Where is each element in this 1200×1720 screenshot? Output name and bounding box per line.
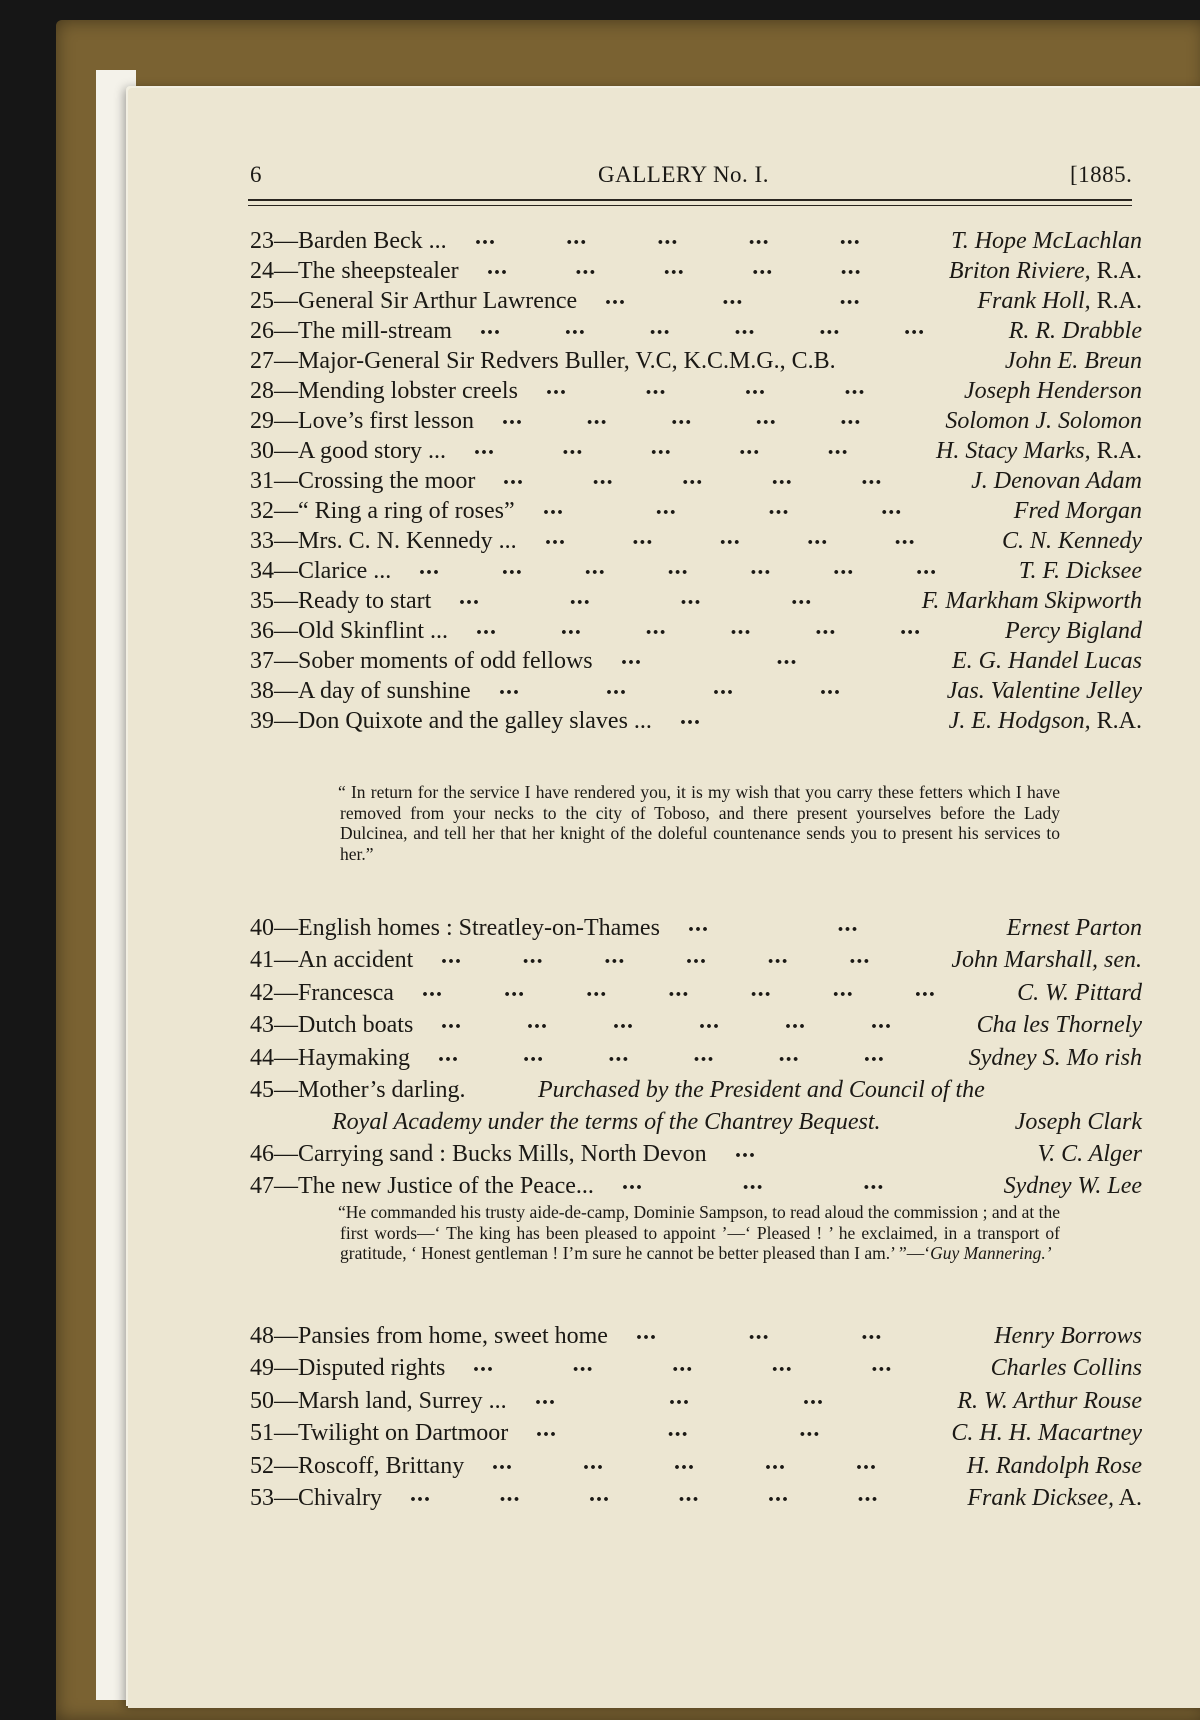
- leader-dots: ...: [742, 1169, 764, 1195]
- catalogue-entry: [250, 705, 1142, 737]
- leader-dots: ...: [606, 674, 627, 700]
- leader-dots: ...: [755, 404, 777, 430]
- entry-artist: Charles Collins: [990, 1355, 1142, 1382]
- entry-artist: Cha les Thornely: [976, 1012, 1142, 1039]
- leader-dots: ...: [849, 943, 871, 970]
- leader-dots: ...: [678, 1481, 700, 1507]
- catalogue-entry: [250, 1320, 1142, 1352]
- catalogue-entry: [250, 1385, 1142, 1417]
- leader-dots: ...: [632, 524, 654, 550]
- header-rule-thin: [248, 205, 1132, 206]
- entry-artist: C. N. Kennedy: [1002, 528, 1142, 554]
- catalogue-entry: [250, 465, 1142, 497]
- leader-dots: ...: [735, 1137, 756, 1163]
- leader-dots: ...: [904, 314, 926, 340]
- entry-artist: C. W. Pittard: [1017, 979, 1142, 1006]
- entry-title: 43—Dutch boats: [250, 1012, 414, 1039]
- leader-dots: ...: [688, 911, 709, 937]
- leader-dots: ...: [778, 1040, 800, 1067]
- header-rule: [248, 199, 1132, 201]
- leader-dots: ...: [667, 554, 689, 580]
- entry-title: 49—Disputed rights: [250, 1355, 446, 1382]
- catalogue-entry: [250, 1352, 1142, 1384]
- entry-artist: John E. Breun: [1004, 348, 1142, 374]
- leader-dots: ...: [765, 1448, 786, 1475]
- entry-title: 40—English homes : Streatley-on-Thames: [250, 915, 660, 941]
- entry-title: 39—Don Quixote and the galley slaves ...: [250, 708, 652, 734]
- entry-note: Purchased by the President and Council of the: [538, 1077, 985, 1103]
- entry-artist: Joseph Henderson: [964, 378, 1142, 404]
- leader-dots: ...: [663, 254, 685, 280]
- leader-dots: ...: [584, 554, 606, 580]
- catalogue-entry: [250, 525, 1142, 557]
- catalogue-entry: [250, 345, 1142, 377]
- leader-dots: ...: [752, 254, 774, 280]
- entry-artist: T. F. Dicksee: [1018, 558, 1142, 584]
- entry-title: 50—Marsh land, Surrey ...: [250, 1387, 507, 1414]
- leader-dots: ...: [569, 584, 591, 610]
- catalogue-entry: [250, 977, 1142, 1009]
- quote-text: “He commanded his trusty aide-de-camp, Dominie Sampson, to read aloud the commission ; and at the first words—‘ The king has been pleased to appoint ’—‘ Pleased ! ’ he exclaimed, in a transport of gratitude, ‘ Honest gentleman ! I’m sure he cannot be better pleased than I am.’ ”—‘: [338, 1202, 1060, 1263]
- leader-dots: ...: [719, 524, 741, 550]
- page-year: [1885.: [1070, 162, 1133, 187]
- leader-dots: ...: [572, 1351, 594, 1378]
- leader-dots: ...: [894, 524, 916, 550]
- entry-title: 47—The new Justice of the Peace...: [250, 1173, 594, 1199]
- leader-dots: ...: [621, 644, 642, 670]
- leader-dots: ...: [861, 464, 883, 490]
- leader-dots: ...: [837, 911, 859, 937]
- leader-dots: ...: [730, 614, 752, 640]
- leader-dots: ...: [566, 224, 588, 250]
- catalogue-entry: [250, 585, 1142, 617]
- leader-dots: ...: [815, 614, 837, 640]
- leader-dots: ...: [680, 584, 702, 610]
- catalogue-entry: [250, 1170, 1142, 1202]
- leader-dots: ...: [504, 975, 526, 1002]
- leader-dots: ...: [668, 975, 690, 1002]
- leader-dots: ...: [768, 494, 790, 520]
- leader-dots: ...: [474, 434, 495, 460]
- leader-dots: ...: [671, 404, 693, 430]
- catalogue-entry: [250, 1042, 1142, 1074]
- entry-artist: J. Denovan Adam: [971, 468, 1142, 494]
- leader-dots: ...: [750, 554, 772, 580]
- leader-dots: ...: [791, 584, 813, 610]
- leader-dots: ...: [583, 1448, 604, 1475]
- leader-dots: ...: [475, 224, 496, 250]
- leader-dots: ...: [674, 1448, 695, 1475]
- entry-title: 31—Crossing the moor: [250, 468, 476, 494]
- leader-dots: ...: [655, 494, 677, 520]
- leader-dots: ...: [604, 943, 626, 970]
- leader-dots: ...: [807, 524, 829, 550]
- catalogue-entry-continued: [250, 1106, 1142, 1138]
- leader-dots: ...: [916, 554, 938, 580]
- entry-artist: Solomon J. Solomon: [945, 408, 1142, 434]
- leader-dots: ...: [499, 1481, 521, 1507]
- entry-artist: Frank Holl, R.A.: [977, 288, 1142, 314]
- leader-dots: ...: [839, 284, 861, 310]
- leader-dots: ...: [768, 1481, 789, 1507]
- leader-dots: ...: [586, 975, 608, 1002]
- entry-artist: Henry Borrows: [994, 1323, 1142, 1349]
- leader-dots: ...: [499, 674, 520, 700]
- leader-dots: ...: [832, 975, 854, 1002]
- entry-title: 51—Twilight on Dartmoor: [250, 1420, 509, 1447]
- leader-dots: ...: [586, 404, 608, 430]
- leader-dots: ...: [645, 374, 667, 400]
- leader-dots: ...: [608, 1040, 630, 1067]
- leader-dots: ...: [487, 254, 508, 280]
- leader-dots: ...: [545, 524, 566, 550]
- leader-dots: ...: [605, 284, 626, 310]
- catalogue-entry: [250, 375, 1142, 407]
- leader-dots: ...: [672, 1351, 694, 1378]
- entry-artist: Frank Dicksee, A.: [967, 1485, 1142, 1511]
- entry-title: 34—Clarice ...: [250, 558, 392, 584]
- leader-dots: ...: [863, 1169, 885, 1195]
- entry-artist: John Marshall, sen.: [951, 947, 1142, 974]
- catalogue-entry: [250, 615, 1142, 647]
- page-number: 6: [250, 162, 262, 187]
- catalogue-entry: [250, 1417, 1142, 1449]
- leader-dots: ...: [863, 1040, 885, 1067]
- leader-dots: ...: [833, 554, 855, 580]
- entry-title: 48—Pansies from home, sweet home: [250, 1323, 608, 1349]
- leader-dots: ...: [560, 614, 582, 640]
- quote-source: Guy Mannering.’: [930, 1243, 1052, 1263]
- entry-note: Royal Academy under the terms of the Chantrey Bequest.: [332, 1109, 881, 1135]
- leader-dots: ...: [473, 1351, 494, 1378]
- entry-artist: R. W. Arthur Rouse: [957, 1387, 1142, 1414]
- leader-dots: ...: [501, 554, 523, 580]
- catalogue-entry: [250, 495, 1142, 527]
- entry-title: 42—Francesca: [250, 979, 394, 1006]
- entry-artist: F. Markham Skipworth: [921, 588, 1142, 614]
- leader-dots: ...: [419, 554, 440, 580]
- leader-dots: ...: [713, 674, 734, 700]
- leader-dots: ...: [410, 1481, 431, 1507]
- leader-dots: ...: [613, 1008, 634, 1035]
- leader-dots: ...: [492, 1448, 513, 1475]
- leader-dots: ...: [686, 943, 707, 970]
- leader-dots: ...: [914, 975, 936, 1002]
- leader-dots: ...: [680, 704, 701, 730]
- leader-dots: ...: [827, 434, 849, 460]
- catalogue-entry: [250, 225, 1142, 257]
- entry-title: 32—“ Ring a ring of roses”: [250, 498, 515, 524]
- leader-dots: ...: [771, 1351, 793, 1378]
- leader-dots: ...: [527, 1008, 548, 1035]
- leader-dots: ...: [771, 464, 793, 490]
- leader-dots: ...: [667, 1416, 689, 1443]
- leader-dots: ...: [820, 674, 841, 700]
- entry-title: 45—Mother’s darling.: [250, 1077, 466, 1103]
- leader-dots: ...: [650, 434, 672, 460]
- entry-title: 26—The mill-stream: [250, 318, 452, 344]
- leader-dots: ...: [819, 314, 841, 340]
- catalogue-entry: [250, 1138, 1142, 1170]
- entry-title: 30—A good story ...: [250, 438, 447, 464]
- catalogue-entry: [250, 255, 1142, 287]
- leader-dots: ...: [748, 1319, 770, 1345]
- leader-dots: ...: [776, 644, 798, 670]
- leader-dots: ...: [575, 254, 597, 280]
- leader-dots: ...: [480, 314, 501, 340]
- leader-dots: ...: [856, 1448, 877, 1475]
- entry-artist: Fred Morgan: [1013, 498, 1142, 524]
- leader-dots: ...: [543, 494, 564, 520]
- catalogue-entry: [250, 1482, 1142, 1514]
- entry-artist: Percy Bigland: [1004, 618, 1142, 644]
- entry-title: 36—Old Skinflint ...: [250, 618, 449, 644]
- leader-dots: ...: [459, 584, 480, 610]
- entry-title: 44—Haymaking: [250, 1044, 410, 1071]
- entry-title: 53—Chivalry: [250, 1485, 382, 1511]
- leader-dots: ...: [840, 404, 862, 430]
- leader-dots: ...: [535, 1383, 556, 1410]
- leader-dots: ...: [592, 464, 614, 490]
- leader-dots: ...: [669, 1383, 690, 1410]
- catalogue-entry: [250, 645, 1142, 677]
- page-title: GALLERY No. I.: [598, 162, 769, 187]
- leader-dots: ...: [745, 374, 766, 400]
- leader-dots: ...: [422, 975, 443, 1002]
- catalogue-entry: [250, 1074, 1142, 1106]
- leader-dots: ...: [799, 1416, 821, 1443]
- leader-dots: ...: [649, 314, 671, 340]
- entry-title: 35—Ready to start: [250, 588, 432, 614]
- entry-artist: Sydney S. Mo rish: [968, 1044, 1142, 1071]
- leader-dots: ...: [803, 1383, 824, 1410]
- leader-dots: ...: [523, 1040, 545, 1067]
- leader-dots: ...: [589, 1481, 610, 1507]
- catalogue-entry: [250, 1009, 1142, 1041]
- entry-title: 29—Love’s first lesson: [250, 408, 474, 434]
- entry-artist: Sydney W. Lee: [1003, 1173, 1142, 1199]
- entry-title: 27—Major-General Sir Redvers Buller, V.C, K.C.M.G., C.B.: [250, 348, 836, 374]
- leader-dots: ...: [657, 224, 679, 250]
- leader-dots: ...: [748, 224, 770, 250]
- entry-title: 23—Barden Beck ...: [250, 228, 447, 254]
- entry-title: 41—An accident: [250, 947, 414, 974]
- leader-dots: ...: [881, 494, 903, 520]
- leader-dots: ...: [693, 1040, 715, 1067]
- entry-title: 28—Mending lobster creels: [250, 378, 518, 404]
- catalogue-entry: [250, 1450, 1142, 1482]
- entry-artist: C. H. H. Macartney: [951, 1420, 1142, 1447]
- leader-dots: ...: [564, 314, 586, 340]
- entry-artist: T. Hope McLachlan: [951, 228, 1142, 254]
- entry-artist: J. E. Hodgson, R.A.: [948, 708, 1142, 734]
- entry-artist: H. Stacy Marks, R.A.: [936, 438, 1142, 464]
- entry-artist: Jas. Valentine Jelley: [946, 678, 1142, 704]
- leader-dots: ...: [636, 1319, 657, 1345]
- leader-dots: ...: [767, 943, 789, 970]
- entry-artist: V. C. Alger: [1037, 1141, 1142, 1167]
- entry-artist: Ernest Parton: [1006, 915, 1142, 941]
- entry-artist: Joseph Clark: [1014, 1109, 1142, 1135]
- catalogue-entry: [250, 315, 1142, 347]
- leader-dots: ...: [840, 254, 862, 280]
- leader-dots: ...: [871, 1351, 893, 1378]
- leader-dots: ...: [785, 1008, 806, 1035]
- entry-title: 33—Mrs. C. N. Kennedy ...: [250, 528, 517, 554]
- entry-artist: E. G. Handel Lucas: [952, 648, 1142, 674]
- leader-dots: ...: [682, 464, 704, 490]
- entry-title: 38—A day of sunshine: [250, 678, 471, 704]
- leader-dots: ...: [536, 1416, 557, 1443]
- leader-dots: ...: [441, 1008, 462, 1035]
- entry-title: 24—The sheepstealer: [250, 258, 459, 284]
- entry-title: 46—Carrying sand : Bucks Mills, North Devon: [250, 1141, 707, 1167]
- leader-dots: ...: [750, 975, 772, 1002]
- leader-dots: ...: [503, 464, 524, 490]
- entry-artist: R. R. Drabble: [1008, 318, 1142, 344]
- leader-dots: ...: [857, 1481, 879, 1507]
- leader-dots: ...: [844, 374, 866, 400]
- leader-dots: ...: [622, 1169, 643, 1195]
- entry-artist: H. Randolph Rose: [966, 1452, 1142, 1479]
- quote-guy-mannering: [340, 1202, 1060, 1264]
- leader-dots: ...: [441, 943, 462, 970]
- entry-artist: Briton Riviere, R.A.: [948, 258, 1142, 284]
- catalogue-entry: [250, 285, 1142, 317]
- entry-title: 37—Sober moments of odd fellows: [250, 648, 593, 674]
- leader-dots: ...: [861, 1319, 883, 1345]
- quote-don-quixote: “ In return for the service I have rendered you, it is my wish that you carry these fetters which I have removed from your necks to the city of Toboso, and there present yourselves before the Lady Dulcinea, and tell her that her knight of the doleful countenance sends you to present his services to her.”: [338, 782, 1060, 864]
- leader-dots: ...: [871, 1008, 892, 1035]
- leader-dots: ...: [739, 434, 761, 460]
- leader-dots: ...: [562, 434, 584, 460]
- leader-dots: ...: [839, 224, 861, 250]
- leader-dots: ...: [476, 614, 497, 640]
- catalogue-entry: [250, 912, 1142, 944]
- entry-title: 25—General Sir Arthur Lawrence: [250, 288, 578, 314]
- leader-dots: ...: [900, 614, 922, 640]
- leader-dots: ...: [699, 1008, 720, 1035]
- catalogue-entry: [250, 405, 1142, 437]
- leader-dots: ...: [438, 1040, 459, 1067]
- catalogue-entry: [250, 944, 1142, 976]
- leader-dots: ...: [502, 404, 523, 430]
- leader-dots: ...: [546, 374, 567, 400]
- leader-dots: ...: [722, 284, 744, 310]
- leader-dots: ...: [522, 943, 544, 970]
- leader-dots: ...: [645, 614, 667, 640]
- leader-dots: ...: [734, 314, 756, 340]
- entry-title: 52—Roscoff, Brittany: [250, 1452, 465, 1479]
